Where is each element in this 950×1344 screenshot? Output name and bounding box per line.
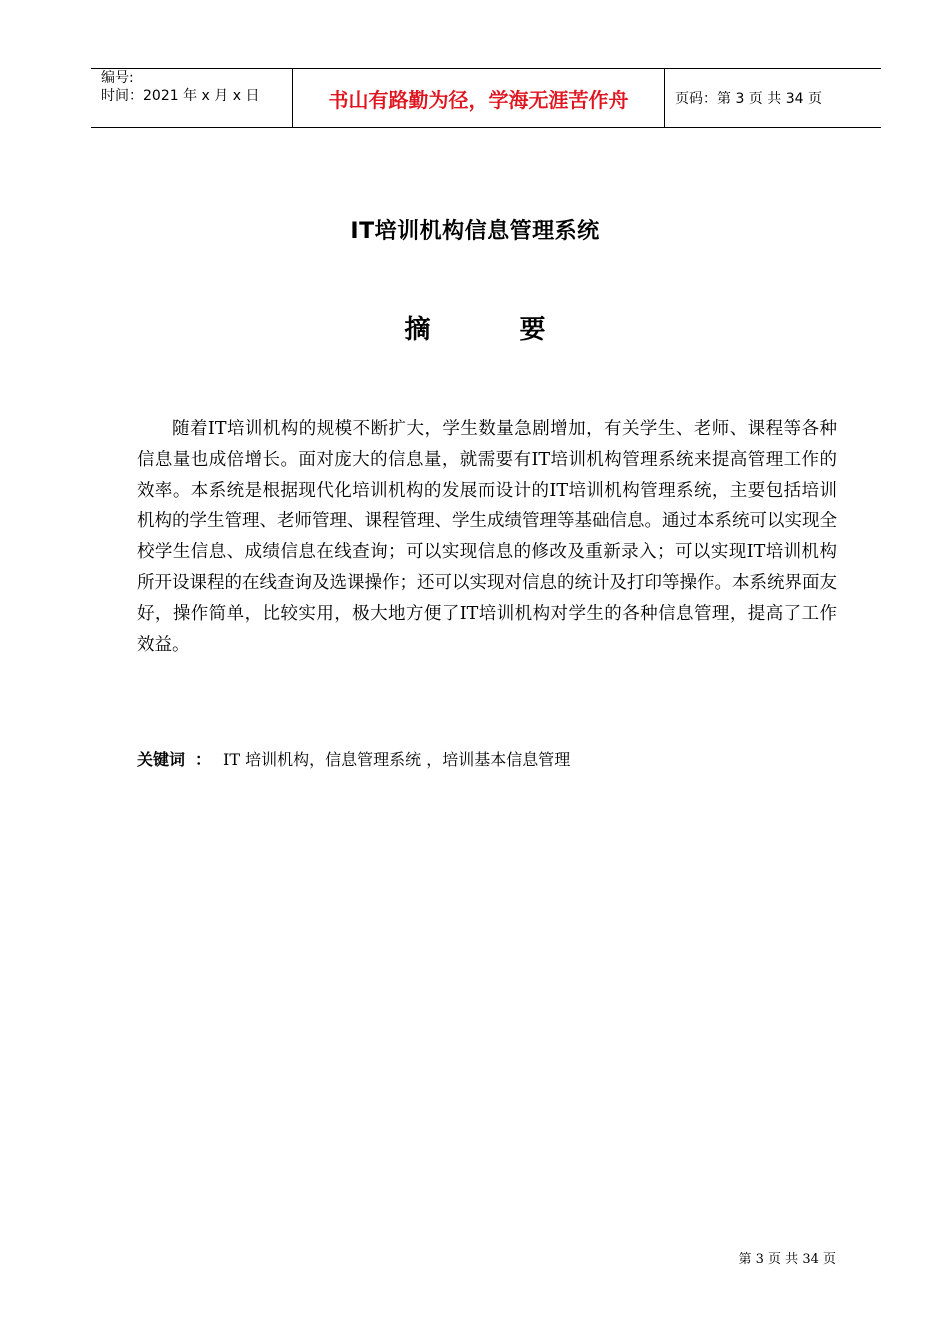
- header-page-number: 页码：第 3 页 共 34 页: [675, 91, 822, 107]
- abstract-body: 随着IT培训机构的规模不断扩大，学生数量急剧增加，有关学生、老师、课程等各种信息量也成倍增长。面对庞大的信息量，就需要有IT培训机构管理系统来提高管理工作的效率。本系统是根据现代化培训机构的发展而设计的IT培训机构管理系统，主要包括培训机构的学生管理、老师管理、课程管理、学生成绩管理等基础信息。通过本系统可以实现全校学生信息、成绩信息在线查询；可以实现信息的修改及重新录入；可以实现IT培训机构所开设课程的在线查询及选课操作；还可以实现对信息的统计及打印等操作。本系统界面友好，操作简单，比较实用，极大地方便了IT培训机构对学生的各种信息管理，提高了工作效益。: [137, 419, 837, 655]
- serial-number-label: 编号:: [101, 70, 134, 86]
- abstract-heading: 摘 要: [404, 315, 586, 345]
- header-meta-cell: [91, 69, 293, 127]
- document-title: IT培训机构信息管理系统: [350, 219, 600, 244]
- header-motto: 书山有路勤为径，学海无涯苦作舟: [293, 69, 665, 127]
- keywords-label: 关键词: [137, 750, 186, 769]
- page-header: [91, 68, 881, 128]
- keywords-colon: ：: [195, 750, 212, 769]
- keywords-values: IT 培训机构，信息管理系统 ，培训基本信息管理: [223, 750, 571, 769]
- date-label: 时间：2021 年 x 月 x 日: [101, 88, 260, 104]
- keywords-line: [137, 746, 837, 774]
- footer-page-number: 第 3 页 共 34 页: [738, 1252, 836, 1267]
